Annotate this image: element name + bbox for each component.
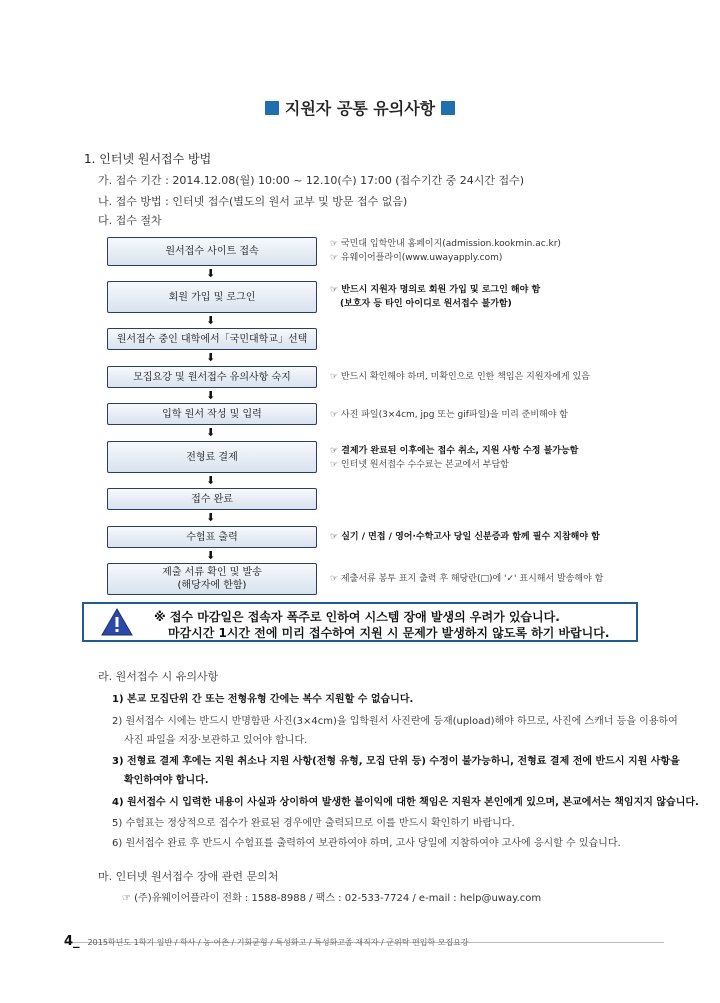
rule-4: 4) 원서접수 시 입력한 내용이 사실과 상이하여 발생한 불이익에 대한 책임은 지원자 본인에게 있으며, 본교에서는 책임지지 않습니다. xyxy=(112,797,699,808)
flow-step-payment xyxy=(107,441,317,473)
flow-step-fill-application xyxy=(107,403,317,425)
flow-step-label: 입학 원서 작성 및 입력 xyxy=(162,408,262,420)
page-number: 4_ xyxy=(64,934,80,949)
rule-2-continued: 사진 파일을 저장·보관하고 있어야 합니다. xyxy=(124,735,308,746)
flow-step-label: 제출 서류 확인 및 발송 xyxy=(162,567,262,578)
flow-step-sublabel: (해당자에 한함) xyxy=(177,580,247,591)
page-title-text: 지원자 공통 유의사항 xyxy=(284,99,436,118)
note-no-cancel: ☞ 결제가 완료된 이후에는 접수 취소, 지원 사항 수정 불가능함 xyxy=(330,446,579,456)
note-fee-covered: ☞ 인터넷 원서접수 수수료는 본교에서 부담함 xyxy=(330,460,509,470)
section1-item-procedure: 다. 접수 절차 xyxy=(98,214,162,227)
rule-5: 5) 수험표는 정상적으로 접수가 완료된 경우에만 출력되므로 이를 반드시 확인하기 바랍니다. xyxy=(112,818,515,829)
flow-arrow-icon: ⬇ xyxy=(206,351,216,364)
section1-item-method: 나. 접수 방법 : 인터넷 접수(별도의 원서 교부 및 방문 접수 없음) xyxy=(98,195,408,208)
note-envelope-cover: ☞ 제출서류 봉투 표지 출력 후 해당란(□)에 '✓' 표시해서 발송해야 함 xyxy=(330,574,604,584)
flow-arrow-icon: ⬇ xyxy=(206,511,216,524)
note-no-other-id: (보호자 등 타인 아이디로 원서접수 불가함) xyxy=(340,299,512,309)
warning-line-2: 마감시간 1시간 전에 미리 접수하여 지원 시 문제가 발생하지 않도록 하기 바랍니다. xyxy=(168,626,610,640)
flow-step-label: 접수 완료 xyxy=(191,493,233,505)
contact-info: ☞ (주)유웨이어플라이 전화 : 1588-8988 / 팩스 : 02-533-7724 / e-mail : help@uway.com xyxy=(122,893,542,904)
flow-arrow-icon: ⬇ xyxy=(206,426,216,439)
warning-text xyxy=(154,609,609,641)
rule-6: 6) 원서접수 완료 후 반드시 수험표를 출력하여 보관하여야 하며, 고사 당일에 지참하여야 고사에 응시할 수 있습니다. xyxy=(112,838,621,849)
title-square-icon-left xyxy=(265,101,279,115)
rule-3: 3) 전형료 결제 후에는 지원 취소나 지원 사항(전형 유형, 모집 단위 등) 수정이 불가능하니, 전형료 결제 전에 반드시 지원 사항을 xyxy=(112,756,680,767)
note-must-check: ☞ 반드시 확인해야 하며, 미확인으로 인한 책임은 지원자에게 있음 xyxy=(330,372,590,382)
flow-step-label: 원서접수 중인 대학에서「국민대학교」선택 xyxy=(116,333,308,345)
flow-step-complete xyxy=(107,488,317,510)
note-uwayapply: ☞ 유웨이어플라이(www.uwayapply.com) xyxy=(330,253,503,263)
note-photo-file: ☞ 사진 파일(3×4cm, jpg 또는 gif파일)을 미리 준비해야 함 xyxy=(330,410,568,420)
note-own-account: ☞ 반드시 지원자 명의로 회원 가입 및 로그인 해야 함 xyxy=(330,285,541,295)
note-homepage: ☞ 국민대 입학안내 홈페이지(admission.kookmin.ac.kr) xyxy=(330,239,561,249)
rule-3-continued: 확인하여야 합니다. xyxy=(124,775,209,786)
flow-step-signup-login xyxy=(107,281,317,313)
flow-step-label: 모집요강 및 원서접수 유의사항 숙지 xyxy=(133,371,291,383)
flow-step-label: 전형료 결제 xyxy=(186,451,238,463)
flow-arrow-icon: ⬇ xyxy=(206,549,216,562)
note-bring-id: ☞ 실기 / 면접 / 영어·수학고사 당일 신분증과 함께 필수 지참해야 함 xyxy=(330,532,600,542)
footer xyxy=(64,934,469,949)
section-ma-heading: 마. 인터넷 원서접수 장애 관련 문의처 xyxy=(98,870,279,883)
warning-triangle-icon xyxy=(100,607,134,637)
warning-line-1: ※ 접수 마감일은 접속자 폭주로 인하여 시스템 장애 발생의 우려가 있습니다. xyxy=(154,610,560,624)
flow-step-site-access xyxy=(107,237,317,266)
flow-step-print-ticket xyxy=(107,526,317,548)
flow-step-label: 수험표 출력 xyxy=(186,531,238,543)
rule-1: 1) 본교 모집단위 간 또는 전형유형 간에는 복수 지원할 수 없습니다. xyxy=(112,694,414,705)
flow-step-send-documents xyxy=(107,563,317,595)
rule-2: 2) 원서접수 시에는 반드시 반명함판 사진(3×4cm)을 입학원서 사진란에 등재(upload)해야 하므로, 사진에 스캐너 등을 이용하여 xyxy=(112,716,678,727)
flow-arrow-icon: ⬇ xyxy=(206,267,216,280)
section-ra-heading: 라. 원서접수 시 유의사항 xyxy=(98,670,219,683)
section1-item-period: 가. 접수 기간 : 2014.12.08(월) 10:00 ~ 12.10(수) 17:00 (접수기간 중 24시간 접수) xyxy=(98,174,525,187)
flow-step-read-guidelines xyxy=(107,366,317,388)
flow-step-label: 원서접수 사이트 접속 xyxy=(165,246,259,257)
flow-arrow-icon: ⬇ xyxy=(206,389,216,402)
flow-arrow-icon: ⬇ xyxy=(206,314,216,327)
title-square-icon-right xyxy=(441,101,455,115)
footer-text: 2015학년도 1학기 일반 / 학사 / 농·어촌 / 기회균형 / 특성화고 / 특성화고졸 재직자 / 군위탁 편입학 모집요강 xyxy=(87,938,469,947)
page-title xyxy=(0,96,720,119)
flow-step-label: 회원 가입 및 로그인 xyxy=(168,291,256,303)
section1-heading: 1. 인터넷 원서접수 방법 xyxy=(84,152,212,166)
warning-box xyxy=(82,602,638,642)
flow-arrow-icon: ⬇ xyxy=(206,474,216,487)
flow-step-select-university xyxy=(107,328,317,350)
